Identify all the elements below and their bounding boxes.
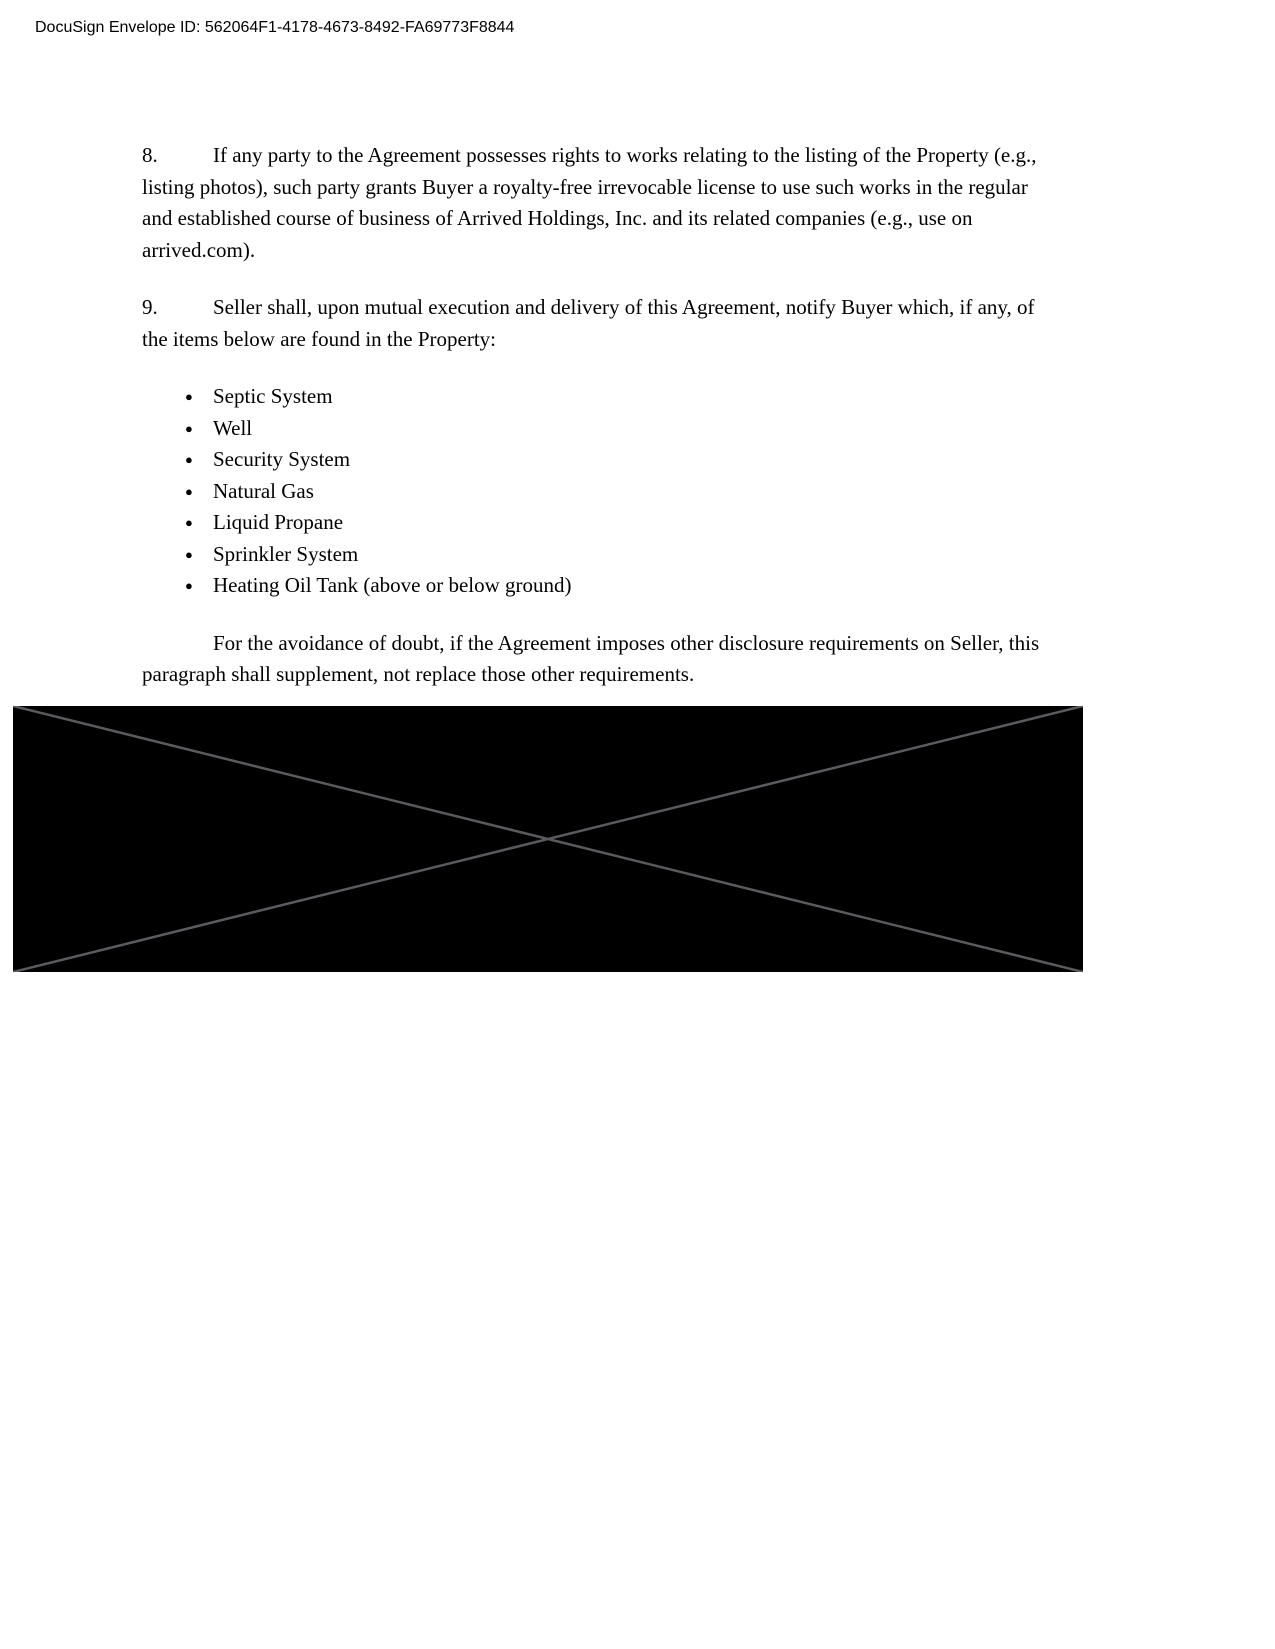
paragraph-9-number: 9.: [142, 295, 158, 319]
paragraph-9-text: Seller shall, upon mutual execution and delivery of this Agreement, notify Buyer which, if any, of the items below are found in the Property:: [142, 295, 1035, 351]
list-item: [142, 476, 1045, 508]
list-item: [142, 507, 1045, 539]
property-items-list: [142, 381, 1045, 602]
bullet-icon: ●: [185, 420, 193, 436]
paragraph-8: [142, 140, 1045, 266]
redaction-cross: [13, 706, 1083, 972]
redacted-image-block: [13, 706, 1083, 972]
bullet-icon: ●: [185, 578, 193, 593]
docusign-envelope-id: DocuSign Envelope ID: 562064F1-4178-4673-8492-FA69773F8844: [35, 19, 515, 36]
list-item-label: Liquid Propane: [213, 510, 344, 534]
list-item-label: Heating Oil Tank (above or below ground): [213, 573, 572, 597]
bullet-icon: ●: [185, 389, 193, 404]
bullet-icon: ●: [185, 483, 193, 499]
bullet-icon: ●: [185, 515, 193, 530]
list-item: [142, 381, 1045, 413]
list-item-label: Septic System: [213, 384, 333, 408]
paragraph-8-text: If any party to the Agreement possesses rights to works relating to the listing of the Property (e.g., listing photos), such party grants Buyer a royalty-free irrevocable license to use such works in the regular and established course of business of Arrived Holdings, Inc. and its related companies (e.g., use on arrived.com).: [142, 143, 1037, 262]
list-item-label: Security System: [213, 447, 351, 471]
list-item-label: Well: [213, 415, 253, 440]
list-item: [142, 444, 1045, 476]
bullet-icon: ●: [185, 452, 193, 467]
closing-paragraph: For the avoidance of doubt, if the Agreement imposes other disclosure requirements on Seller, this paragraph shall supplement, not replace those other requirements.: [142, 630, 1040, 686]
paragraph-8-number: 8.: [142, 143, 158, 167]
bullet-icon: ●: [185, 546, 193, 562]
document-body: [142, 140, 1045, 717]
list-item-label: Natural Gas: [213, 478, 314, 503]
paragraph-9: [142, 292, 1045, 355]
list-item: [142, 539, 1045, 571]
list-item: [142, 413, 1045, 445]
list-item: [142, 570, 1045, 602]
list-item-label: Sprinkler System: [213, 541, 359, 566]
